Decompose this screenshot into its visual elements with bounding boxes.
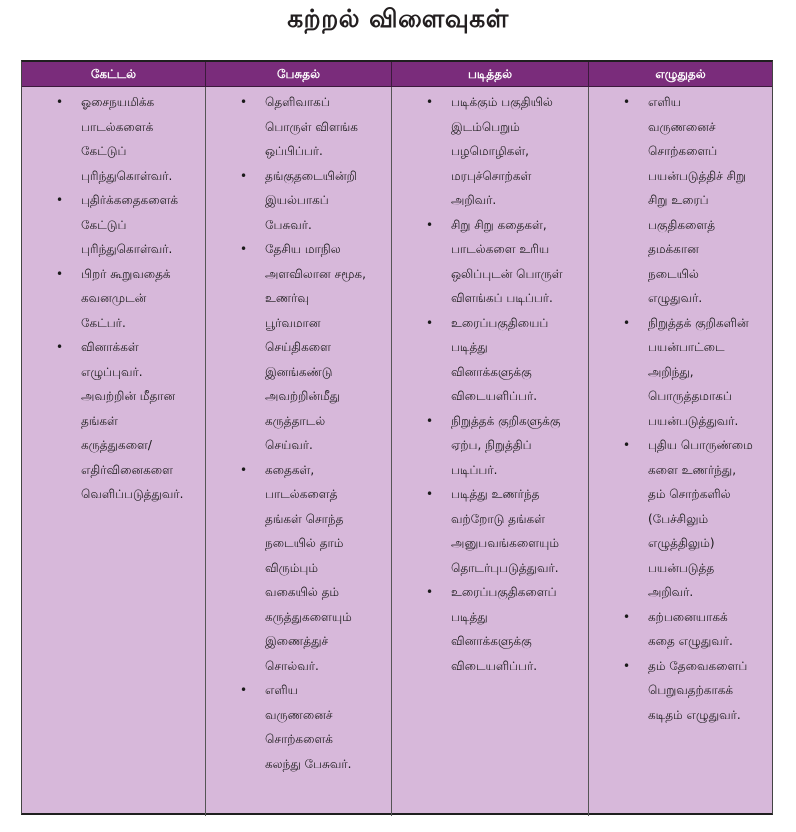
- list-item-text: தெளிவாகப் பொருள் விளங்க ஒப்பிப்பர்.: [265, 95, 358, 158]
- list-item-text: நிறுத்தக் குறிகளுக்கு ஏற்ப, நிறுத்திப் படிப்பர்.: [451, 413, 561, 477]
- listening-points: [22, 90, 199, 507]
- column-writing: [589, 87, 772, 816]
- list-item-text: ஓசைநயமிக்க பாடல்களைக் கேட்டுப் புரிந்துகொள்வர்.: [81, 95, 173, 183]
- list-item-text: தங்குதடையின்றி இயல்பாகப் பேசுவர்.: [265, 168, 357, 232]
- list-item: [206, 164, 385, 238]
- list-item: [589, 654, 766, 728]
- bullet-icon: •: [623, 95, 631, 109]
- bullet-icon: •: [623, 315, 631, 330]
- list-item-text: பிறர் கூறுவதைக் கவனமுடன் கேட்பர்.: [81, 266, 171, 330]
- list-item-text: நிறுத்தக் குறிகளின் பயன்பாட்டை அறிந்து, பொருத்தமாகப் பயன்படுத்துவர்.: [648, 315, 749, 428]
- bullet-icon: •: [426, 487, 434, 501]
- reading-points: [392, 90, 582, 678]
- bullet-icon: •: [426, 585, 434, 599]
- list-item-text: புதிர்க்கதைகளைக் கேட்டுப் புரிந்துகொள்வர்.: [81, 193, 179, 256]
- speaking-points: [206, 90, 385, 776]
- list-item-text: தம் தேவைகளைப் பெறுவதற்காகக் கடிதம் எழுதுவர்.: [648, 658, 748, 722]
- list-item-text: உரைப்பகுதிகளைப் படித்து வினாக்களுக்கு விடையளிப்பர்.: [451, 585, 557, 673]
- column-heading-speaking: பேசுதல்: [206, 62, 392, 86]
- list-item: [589, 311, 766, 434]
- bullet-icon: •: [56, 266, 64, 281]
- list-item-text: வினாக்கள் எழுப்புவர். அவற்றின் மீதான தங்கள் கருத்துகளை/ எதிர்வினைகளை வெளிப்படுத்துவர்.: [81, 340, 184, 501]
- list-item-text: புதிய பொருண்மை களை உணர்ந்து, தம் சொற்களில் (பேச்சிலும் எழுத்திலும்) பயன்படுத்த அறிவர்.: [648, 438, 753, 599]
- bullet-icon: •: [426, 217, 434, 232]
- list-item: [589, 433, 766, 605]
- list-item-text: படித்து உணர்ந்த வற்றோடு தங்கள் அனுபவங்களையும் தொடர்புபடுத்துவர்.: [451, 487, 559, 575]
- writing-points: [589, 90, 766, 727]
- bullet-icon: •: [426, 413, 434, 428]
- bullet-icon: •: [56, 340, 64, 354]
- column-heading-reading: படித்தல்: [392, 62, 589, 86]
- page-title: கற்றல் விளைவுகள்: [287, 4, 509, 33]
- bullet-icon: •: [623, 609, 631, 624]
- list-item: [392, 482, 582, 580]
- column-listening: [22, 87, 206, 816]
- list-item: [392, 213, 582, 311]
- learning-outcomes-table: [21, 60, 773, 815]
- list-item-text: படிக்கும் பகுதியில் இடம்பெறும் பழமொழிகள், மரபுச்சொற்கள் அறிவர்.: [451, 95, 553, 207]
- list-item: [22, 90, 199, 188]
- list-item: [392, 580, 582, 678]
- bullet-icon: •: [623, 658, 631, 673]
- bullet-icon: •: [240, 95, 248, 109]
- list-item-text: உரைப்பகுதியைப் படித்து வினாக்களுக்கு விடையளிப்பர்.: [451, 315, 549, 403]
- table-body-row: [22, 87, 772, 816]
- column-speaking: [206, 87, 392, 816]
- list-item-text: கற்பனையாகக் கதை எழுதுவர்.: [648, 609, 733, 648]
- list-item: [22, 335, 199, 507]
- bullet-icon: •: [240, 683, 248, 697]
- bullet-icon: •: [426, 315, 434, 330]
- list-item: [22, 188, 199, 262]
- list-item: [22, 262, 199, 336]
- bullet-icon: •: [240, 462, 248, 477]
- table-header-row: [22, 62, 772, 87]
- bullet-icon: •: [56, 193, 64, 207]
- column-reading: [392, 87, 589, 816]
- list-item-text: சிறு சிறு கதைகள், பாடல்களை உரிய ஒலிப்புடன் பொருள் விளங்கப் படிப்பர்.: [451, 217, 563, 305]
- column-heading-writing: எழுதுதல்: [655, 67, 706, 81]
- list-item: [206, 678, 385, 776]
- list-item-text: தேசிய மாநில அளவிலான சமூக, உணர்வு பூர்வமான செய்திகளை இனங்கண்டு அவற்றின்மீது கருத்தாடல் செய்வர்.: [265, 242, 366, 452]
- list-item: [206, 237, 385, 458]
- bullet-icon: •: [426, 95, 434, 109]
- list-item: [392, 409, 582, 483]
- list-item: [206, 90, 385, 164]
- bullet-icon: •: [240, 242, 248, 256]
- column-heading-listening: கேட்டல்: [22, 62, 206, 86]
- list-item-text: கதைகள், பாடல்களைத் தங்கள் சொந்த நடையில் தாம் விரும்பும் வகையில் தம் கருத்துகளையும் இணைத்துச் சொல்வர்.: [265, 462, 352, 673]
- list-item-text: எளிய வருணனைச் சொற்களைப் பயன்படுத்திச் சிறு சிறு உரைப் பகுதிகளைத் தமக்கான நடையில் எழுதுவர்.: [648, 95, 747, 305]
- bullet-icon: •: [240, 168, 248, 183]
- bullet-icon: •: [56, 95, 64, 109]
- list-item: [206, 458, 385, 679]
- bullet-icon: •: [623, 438, 631, 452]
- list-item: [589, 605, 766, 654]
- list-item: [392, 90, 582, 213]
- list-item: [589, 90, 766, 311]
- list-item-text: எளிய வருணனைச் சொற்களைக் கலந்து பேசுவர்.: [265, 683, 352, 771]
- list-item: [392, 311, 582, 409]
